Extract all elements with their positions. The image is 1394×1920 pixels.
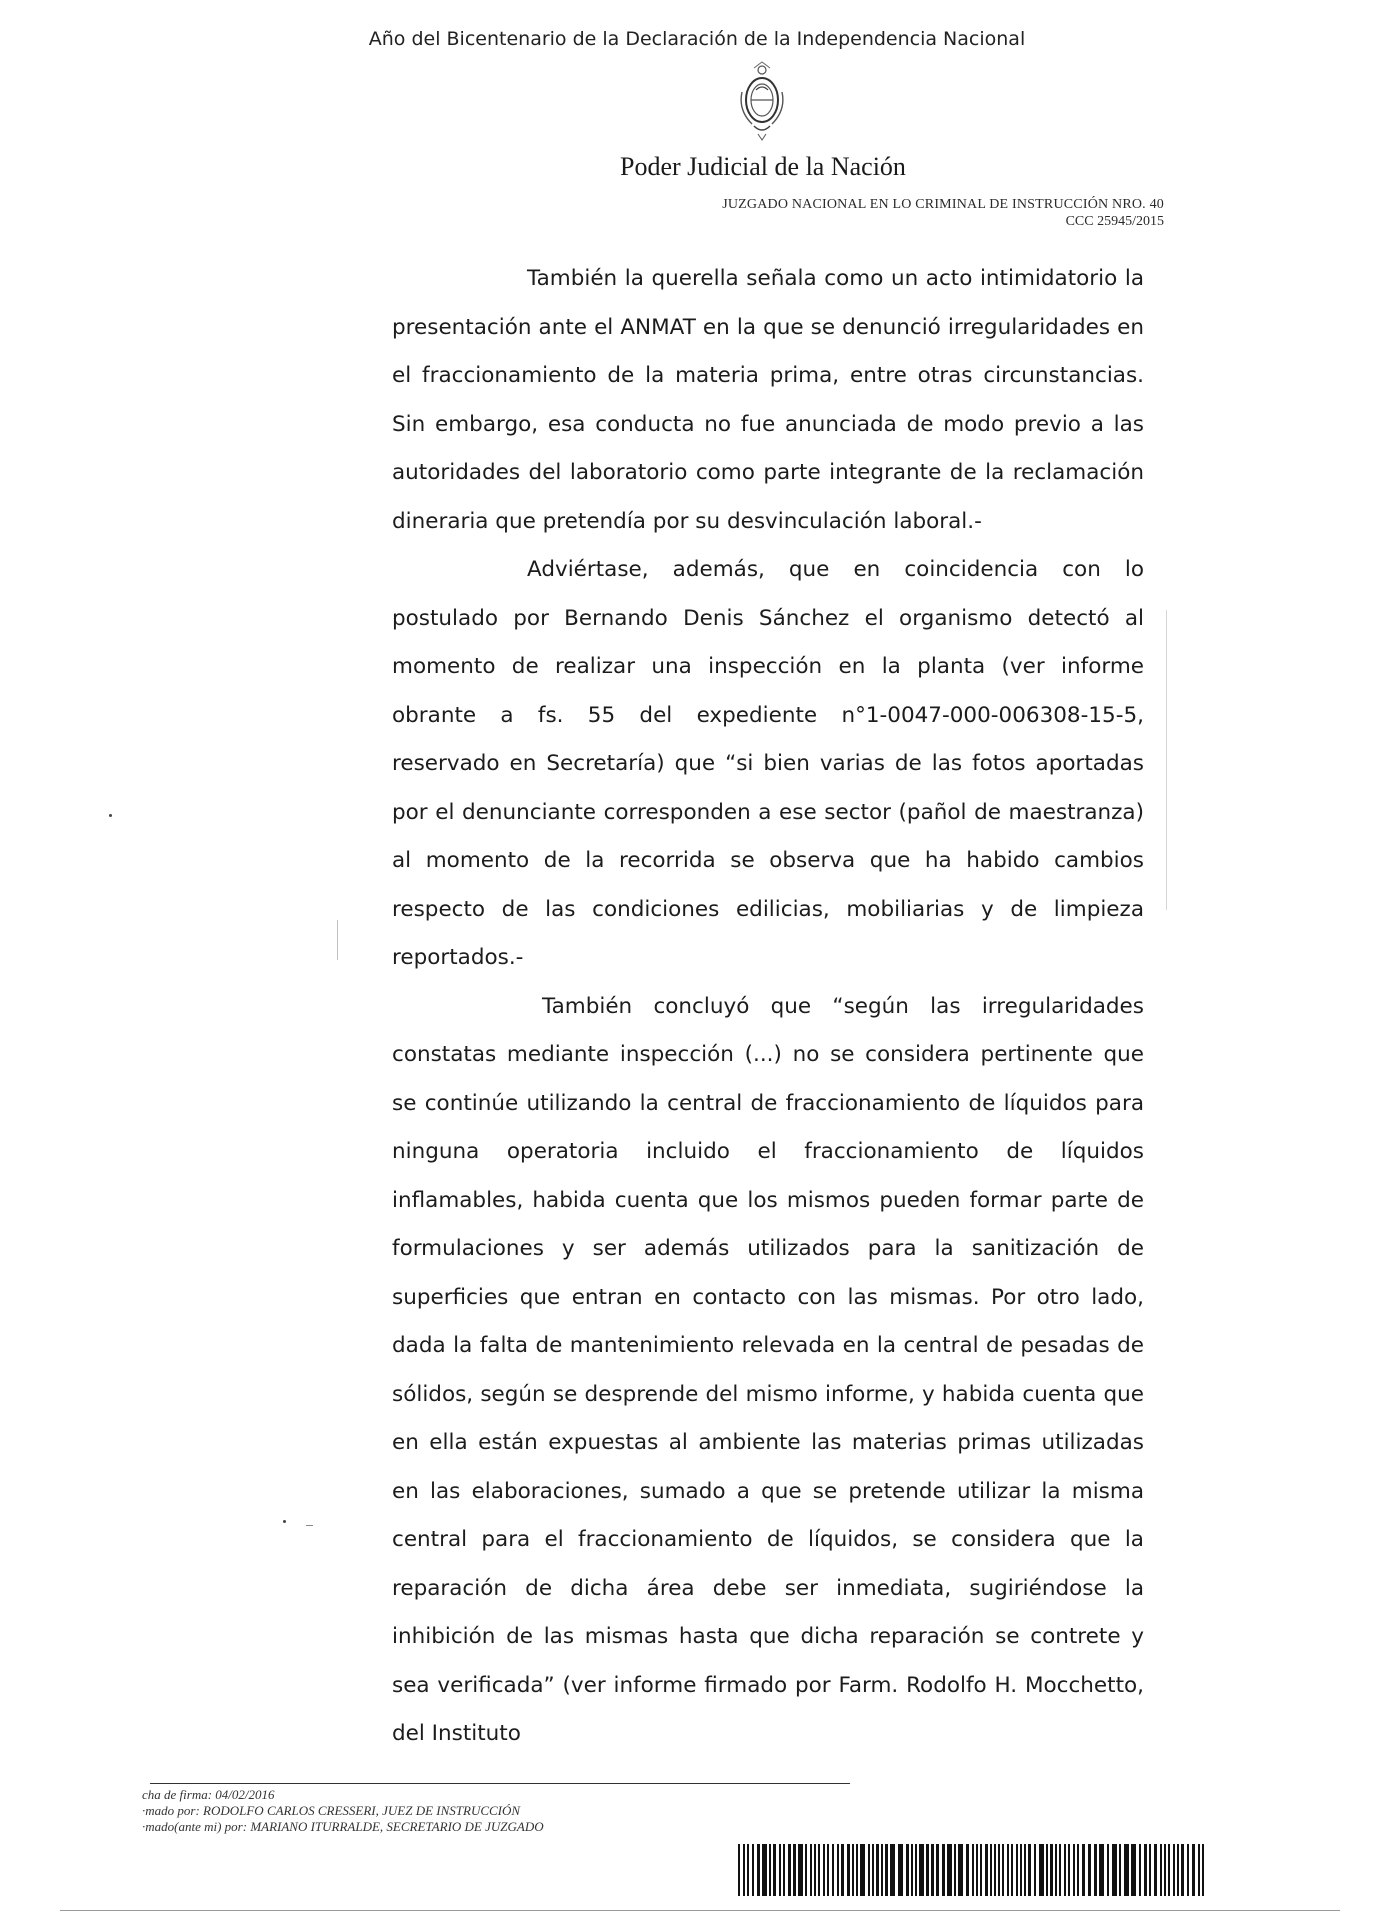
- barcode-bar: [966, 1844, 969, 1896]
- barcode-bar: [860, 1844, 865, 1896]
- barcode-bar: [1016, 1844, 1018, 1896]
- barcode-bar: [1007, 1844, 1009, 1896]
- barcode-bar: [847, 1844, 850, 1896]
- barcode-bar: [1154, 1844, 1157, 1896]
- barcode-bar: [911, 1844, 913, 1896]
- barcode-bar: [1181, 1844, 1184, 1896]
- barcode-bar: [1002, 1844, 1004, 1896]
- barcode-bar: [1139, 1844, 1141, 1896]
- bottom-rule: [60, 1910, 1340, 1911]
- scan-speck: [109, 814, 112, 817]
- barcode-bar: [1198, 1844, 1200, 1896]
- barcode-bar: [1131, 1844, 1136, 1896]
- signature-rule: [150, 1783, 850, 1784]
- barcode-bar: [788, 1844, 791, 1896]
- barcode-bar: [743, 1844, 745, 1896]
- barcode-bar: [823, 1844, 825, 1896]
- barcode-bar: [1064, 1844, 1066, 1896]
- barcode-bar: [798, 1844, 803, 1896]
- paragraph: También la querella señala como un acto intimidatorio la presentación ante el ANMAT en la que se denunció irregularidades en el fraccionamiento de la materia prima, entre otras circunstancias. Sin embargo, esa conducta no fue anunciada de modo previo a las autoridades del laboratorio como parte integrante de la reclamación dineraria que pretendía por su desvinculación laboral.-: [392, 266, 1144, 534]
- barcode-bar: [1160, 1844, 1162, 1896]
- barcode-bar: [1050, 1844, 1053, 1896]
- barcode-icon: [738, 1844, 1208, 1896]
- scan-speck: [306, 1525, 313, 1526]
- barcode-bar: [1177, 1844, 1179, 1896]
- bicentenary-motto: Año del Bicentenario de la Declaración de la Independencia Nacional: [368, 28, 1026, 50]
- barcode-bar: [1039, 1844, 1044, 1896]
- barcode-bar: [856, 1844, 858, 1896]
- barcode-bar: [1077, 1844, 1079, 1896]
- barcode-bar: [998, 1844, 1000, 1896]
- paragraph: También concluyó que “según las irregularidades constatas mediante inspección (...) no se considera pertinente que se continúe utilizando la central de fraccionamiento de líquidos para ninguna operatoria incluido el fraccionamiento de líquidos inflamables, habida cuenta que los mismos pueden formar parte de formulaciones y ser además utilizados para la sanitización de superficies que entran en contacto con las mismas. Por otro lado, dada la falta de mantenimiento relevada en la central de pesadas de sólidos, según se desprende del mismo informe, y habida cuenta que en ella están expuestas al ambiente las materias primas utilizadas en las elaboraciones, sumado a que se pretende utilizar la misma central para el fraccionamiento de líquidos, se considera que la reparación de dicha área debe ser inmediata, sugiriéndose la inhibición de las mismas hasta que dicha reparación se contrete y sea verificada” (ver informe firmado por Farm. Rodolfo H. Mocchetto, del Instituto: [392, 993, 1144, 1746]
- barcode-bar: [1099, 1844, 1104, 1896]
- barcode-bar: [1168, 1844, 1170, 1896]
- barcode-bar: [1068, 1844, 1070, 1896]
- barcode-bar: [1107, 1844, 1109, 1896]
- barcode-bar: [805, 1844, 807, 1896]
- barcode-bar: [931, 1844, 934, 1896]
- barcode-bar: [1149, 1844, 1151, 1896]
- barcode-bar: [1055, 1844, 1057, 1896]
- barcode-bar: [898, 1844, 903, 1896]
- barcode-bar: [1187, 1844, 1189, 1896]
- barcode-bar: [837, 1844, 839, 1896]
- barcode-bar: [1034, 1844, 1036, 1896]
- barcode-bar: [1082, 1844, 1085, 1896]
- signature-block: [142, 1787, 762, 1835]
- barcode-bar: [872, 1844, 874, 1896]
- scan-speck: [1166, 610, 1167, 910]
- barcode-bar: [980, 1844, 982, 1896]
- barcode-bar: [1094, 1844, 1097, 1896]
- signed-by: ·mado por: RODOLFO CARLOS CRESSERI, JUEZ DE INSTRUCCIÓN: [142, 1803, 521, 1818]
- barcode-bar: [841, 1844, 844, 1896]
- barcode-bar: [1119, 1844, 1121, 1896]
- barcode-bar: [752, 1844, 754, 1896]
- paragraph: Adviértase, además, que en coincidencia con lo postulado por Bernando Denis Sánchez el organismo detectó al momento de realizar una inspección en la planta (ver informe obrante a fs. 55 del expediente n°1-0047-000-006308-15-5, reservado en Secretaría) que “si bien varias de las fotos aportadas por el denunciante corresponden a ese sector (pañol de maestranza) al momento de la recorrida se observa que ha habido cambios respecto de las condiciones edilicias, mobiliarias y de limpieza reportados.-: [392, 557, 1144, 970]
- barcode-bar: [827, 1844, 829, 1896]
- barcode-bar: [868, 1844, 870, 1896]
- barcode-bar: [1164, 1844, 1166, 1896]
- barcode-bar: [1073, 1844, 1075, 1896]
- cosigned-by: ·mado(ante mi) por: MARIANO ITURRALDE, SECRETARIO DE JUZGADO: [142, 1819, 544, 1834]
- barcode-bar: [881, 1844, 883, 1896]
- barcode-bar: [936, 1844, 939, 1896]
- barcode-bar: [990, 1844, 992, 1896]
- scan-speck: [337, 920, 338, 960]
- barcode-bar: [793, 1844, 796, 1896]
- institution-name: Poder Judicial de la Nación: [620, 152, 906, 181]
- barcode-bar: [818, 1844, 820, 1896]
- barcode-bar: [1028, 1844, 1031, 1896]
- barcode-bar: [1024, 1844, 1026, 1896]
- barcode-bar: [958, 1844, 963, 1896]
- case-number: CCC 25945/2015: [1065, 214, 1164, 229]
- barcode-bar: [947, 1844, 952, 1896]
- barcode-bar: [954, 1844, 956, 1896]
- barcode-bar: [1124, 1844, 1129, 1896]
- barcode-bar: [1173, 1844, 1175, 1896]
- coat-of-arms-icon: [732, 60, 792, 142]
- barcode-bar: [1202, 1844, 1204, 1896]
- barcode-bar: [1112, 1844, 1117, 1896]
- barcode-bar: [1046, 1844, 1048, 1896]
- signature-date: cha de firma: 04/02/2016: [142, 1787, 275, 1802]
- barcode-bar: [852, 1844, 854, 1896]
- barcode-bar: [832, 1844, 834, 1896]
- barcode-bar: [783, 1844, 785, 1896]
- court-name: JUZGADO NACIONAL EN LO CRIMINAL DE INSTRUCCIÓN NRO. 40: [722, 197, 1164, 212]
- barcode-bar: [915, 1844, 917, 1896]
- barcode-bar: [773, 1844, 776, 1896]
- barcode-bar: [885, 1844, 888, 1896]
- barcode-bar: [747, 1844, 749, 1896]
- barcode-bar: [814, 1844, 816, 1896]
- scan-speck: [283, 1520, 286, 1523]
- barcode-bar: [1144, 1844, 1147, 1896]
- barcode-bar: [919, 1844, 924, 1896]
- barcode-bar: [757, 1844, 760, 1896]
- barcode-bar: [890, 1844, 895, 1896]
- barcode-bar: [738, 1844, 740, 1896]
- barcode-bar: [985, 1844, 988, 1896]
- barcode-bar: [1059, 1844, 1061, 1896]
- barcode-bar: [1088, 1844, 1091, 1896]
- barcode-bar: [876, 1844, 879, 1896]
- barcode-bar: [926, 1844, 929, 1896]
- barcode-bar: [1020, 1844, 1022, 1896]
- document-body: [392, 255, 1144, 1759]
- barcode-bar: [779, 1844, 781, 1896]
- barcode-bar: [810, 1844, 812, 1896]
- barcode-bar: [976, 1844, 978, 1896]
- barcode-bar: [972, 1844, 974, 1896]
- barcode-bar: [769, 1844, 771, 1896]
- barcode-bar: [906, 1844, 909, 1896]
- barcode-bar: [1192, 1844, 1195, 1896]
- barcode-bar: [994, 1844, 996, 1896]
- barcode-bar: [1011, 1844, 1013, 1896]
- barcode-bar: [942, 1844, 945, 1896]
- barcode-bar: [762, 1844, 767, 1896]
